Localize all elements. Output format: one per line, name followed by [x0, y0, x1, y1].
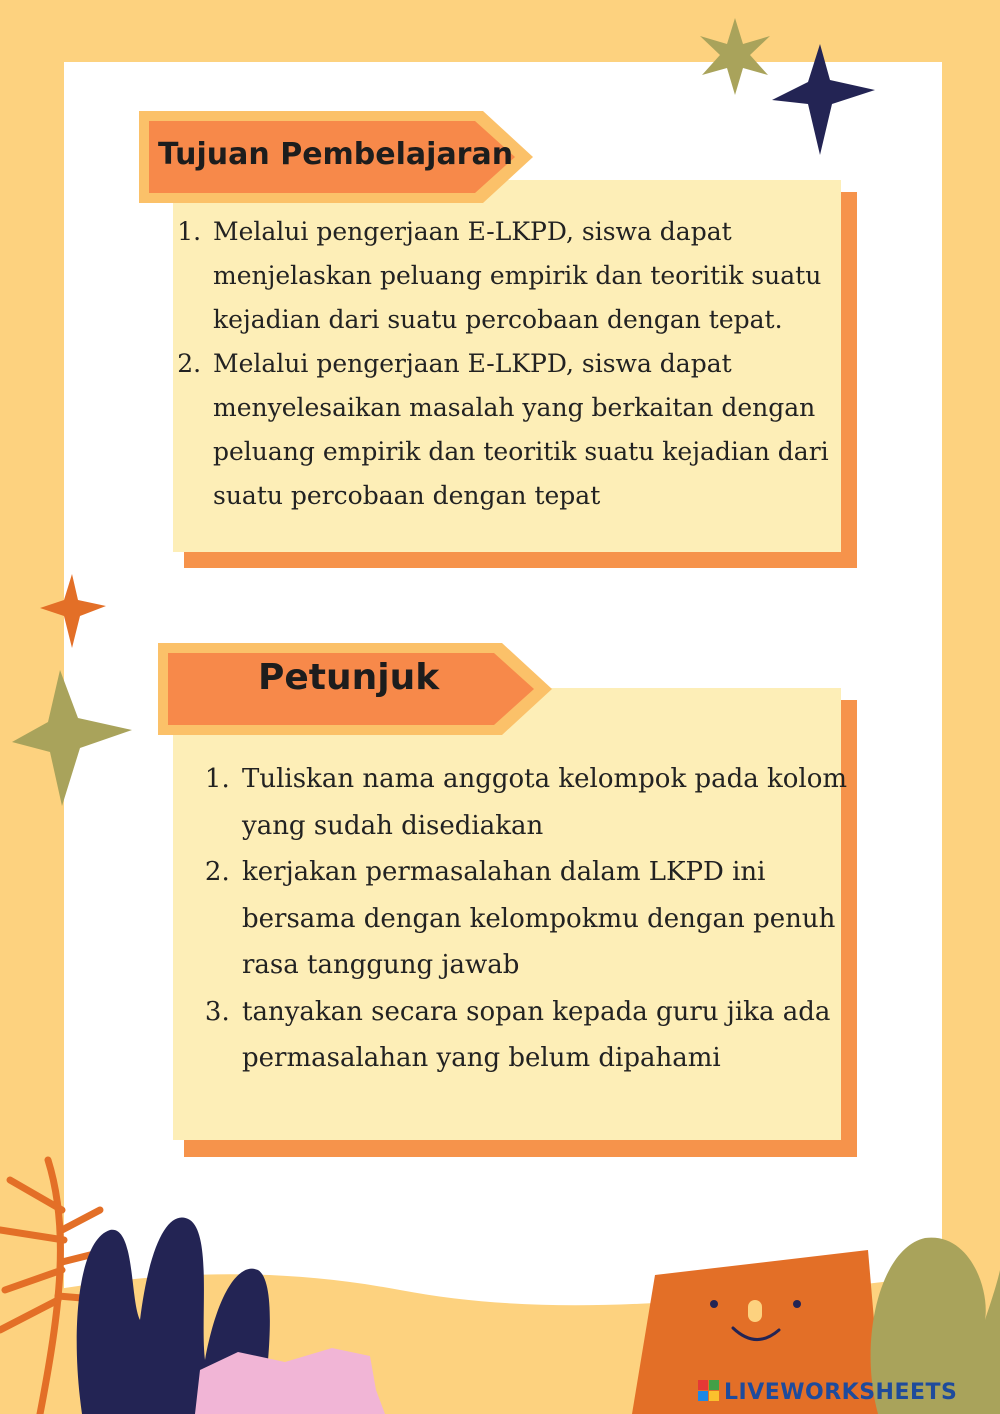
liveworksheets-watermark [698, 1380, 957, 1405]
objectives-card [173, 180, 841, 552]
smiley-eye-right [793, 1300, 801, 1308]
objective-item-2: 2. Melalui pengerjaan E-LKPD, siswa dapat menyelesaikan masalah yang berkaitan dengan peluang empirik dan teoritik suatu kejadian dari suatu percobaan dengan tepat [209, 342, 864, 518]
watermark-text: LIVEWORKSHEETS [724, 1380, 958, 1405]
olive-star-icon [700, 18, 770, 95]
objective-item-1: 1. Melalui pengerjaan E-LKPD, siswa dapat menjelaskan peluang empirik dan teoritik suatu kejadian dari suatu percobaan dengan tepat. [209, 210, 864, 342]
olive-big-star-icon [12, 670, 132, 806]
instruction-item-1: 1. Tuliskan nama anggota kelompok pada kolom yang sudah disediakan [238, 756, 874, 849]
objectives-list [181, 210, 864, 518]
liveworksheets-logo-icon [698, 1380, 720, 1402]
instruction-item-2: 2. kerjakan permasalahan dalam LKPD ini bersama dengan kelompokmu dengan penuh rasa tanggung jawab [238, 849, 874, 989]
navy-star-icon [772, 44, 875, 155]
smiley-nose [748, 1300, 762, 1322]
smiley-eye-left [710, 1300, 718, 1308]
objectives-title: Tujuan Pembelajaran [158, 137, 514, 172]
instructions-card [173, 688, 848, 1140]
instructions-title: Petunjuk [258, 657, 440, 698]
instruction-item-3: 3. tanyakan secara sopan kepada guru jika ada permasalahan yang belum dipahami [238, 989, 874, 1082]
orange-star-icon [40, 574, 106, 648]
instructions-list [210, 756, 874, 1082]
